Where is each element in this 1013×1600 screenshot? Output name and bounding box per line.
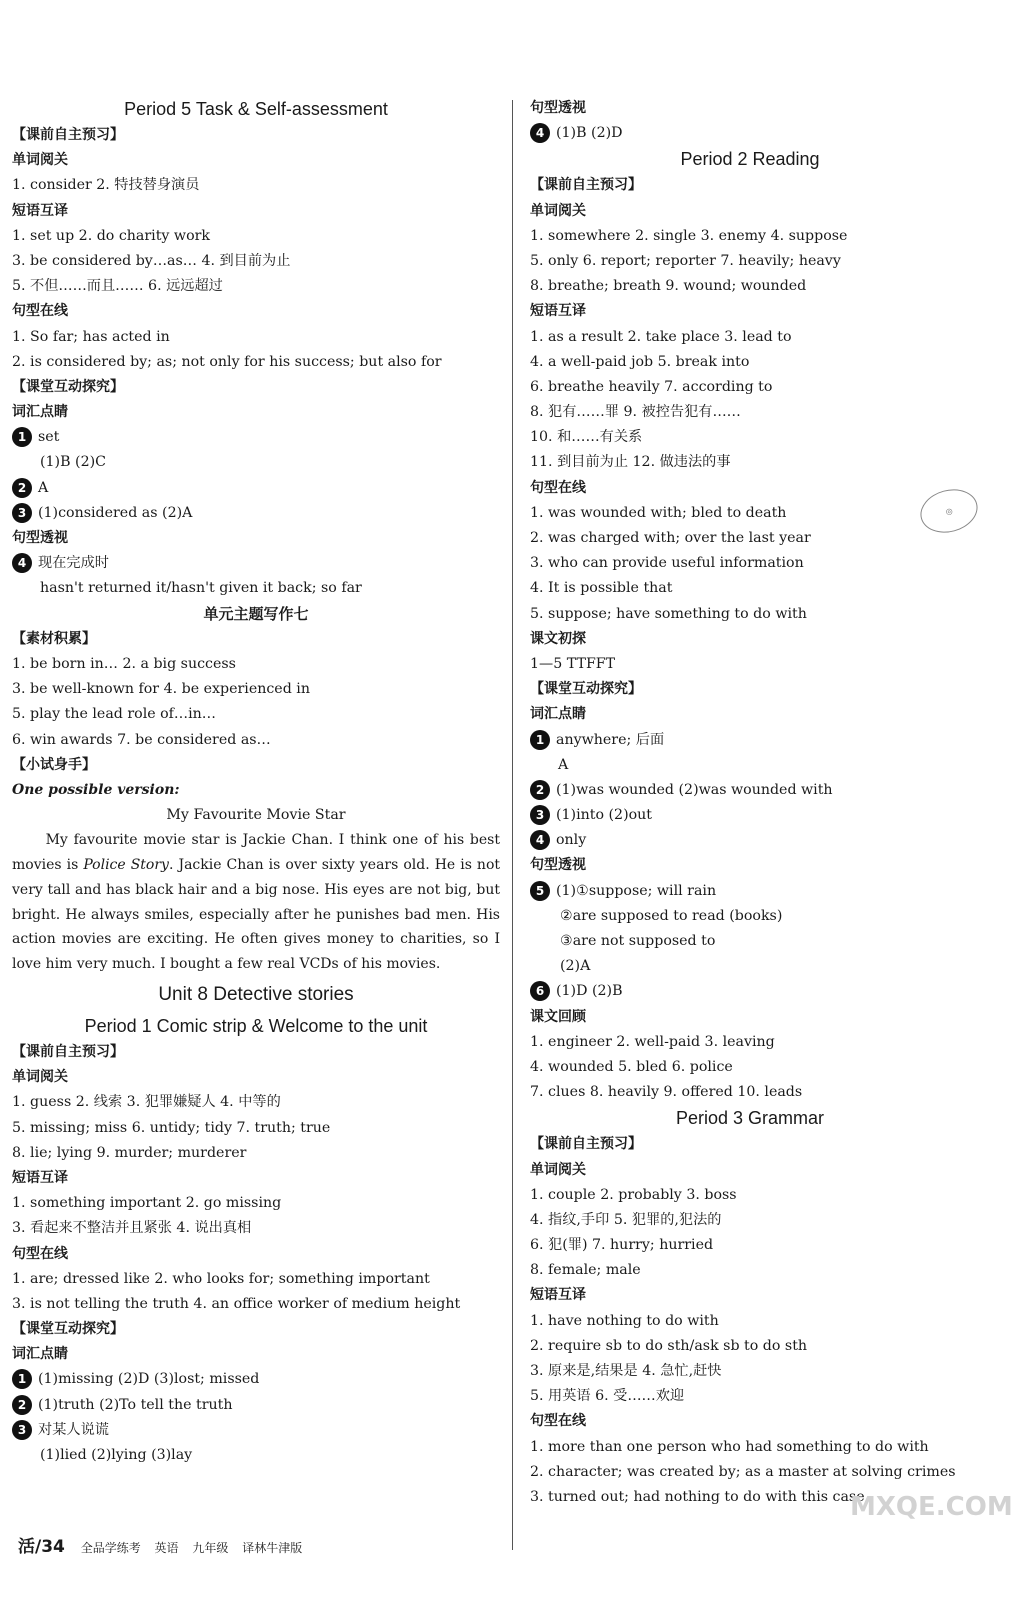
answer-line bbox=[12, 1418, 500, 1443]
subsection-title: 词汇点睛 bbox=[12, 404, 68, 421]
answer-line bbox=[530, 979, 970, 1004]
answer-line bbox=[12, 551, 500, 576]
answer-line: 3. 原来是,结果是 4. 急忙,赶快 bbox=[530, 1363, 722, 1379]
answer-text: only bbox=[556, 832, 587, 849]
answer-text: (1)D (2)B bbox=[556, 983, 623, 1000]
subsection-title: 句型透视 bbox=[530, 100, 586, 116]
answer-text: (1)①suppose; will rain bbox=[556, 882, 717, 899]
subsection-title: 单词阅关 bbox=[530, 1161, 586, 1178]
section-header: 【课前自主预习】 bbox=[530, 177, 642, 194]
answer-line bbox=[530, 803, 970, 828]
footer-grade: 九年级 bbox=[192, 1541, 229, 1555]
section-header: 【课堂互动探究】 bbox=[12, 378, 124, 395]
answer-line: 8. 犯有……罪 9. 被控告犯有…… bbox=[530, 404, 741, 421]
answer-line: 1. somewhere 2. single 3. enemy 4. suppose bbox=[530, 227, 848, 244]
answer-text: anywhere; 后面 bbox=[556, 731, 665, 748]
footer-series: 全品学练考 bbox=[80, 1541, 141, 1555]
section-header: 【小试身手】 bbox=[12, 756, 96, 773]
answer-line: 10. 和……有关系 bbox=[530, 429, 643, 446]
number-badge: 2 bbox=[12, 478, 32, 498]
answer-text: (1)into (2)out bbox=[556, 807, 653, 824]
answer-line: 4. a well-paid job 5. break into bbox=[530, 353, 750, 370]
essay-movie-title: Police Story bbox=[83, 857, 169, 874]
period-3-title: Period 3 Grammar bbox=[675, 1108, 825, 1129]
subsection-title: 句型在线 bbox=[530, 479, 586, 496]
subsection-title: 句型透视 bbox=[530, 857, 586, 874]
answer-line: 3. turned out; had nothing to do with this case bbox=[530, 1488, 865, 1505]
subsection-title: 短语互译 bbox=[530, 1287, 586, 1304]
right-column bbox=[530, 96, 970, 1510]
answer-line: 6. win awards 7. be considered as… bbox=[12, 731, 271, 748]
answer-line: 3. 看起来不整洁并且紧张 4. 说出真相 bbox=[12, 1220, 252, 1237]
number-badge: 4 bbox=[12, 553, 32, 573]
answer-line: 1. are; dressed like 2. who looks for; something important bbox=[12, 1270, 430, 1287]
number-badge: 2 bbox=[12, 1395, 32, 1415]
answer-line: A bbox=[558, 756, 569, 773]
answer-line: 1. as a result 2. take place 3. lead to bbox=[530, 328, 792, 345]
answer-line: 1. have nothing to do with bbox=[530, 1312, 719, 1329]
column-divider bbox=[512, 100, 513, 1550]
answer-text: (1)B (2)D bbox=[556, 125, 623, 142]
number-badge: 4 bbox=[530, 830, 550, 850]
subsection-title: 短语互译 bbox=[12, 1169, 68, 1186]
section-header: 【课前自主预习】 bbox=[530, 1136, 642, 1153]
subsection-title: 句型在线 bbox=[530, 1413, 586, 1430]
section-header: 【课前自主预习】 bbox=[12, 1044, 124, 1061]
answer-line bbox=[12, 501, 500, 526]
answer-line bbox=[12, 425, 500, 450]
answer-line bbox=[12, 1393, 500, 1418]
answer-line: 3. be well-known for 4. be experienced in bbox=[12, 681, 310, 698]
answer-text: (1)was wounded (2)was wounded with bbox=[556, 781, 833, 798]
subsection-title: 句型在线 bbox=[12, 1245, 68, 1262]
subsection-title: 课文回顾 bbox=[530, 1008, 586, 1025]
essay-text: My favourite movie star is Jackie Chan. I think one of his best movies is bbox=[12, 832, 500, 874]
answer-line: (1)lied (2)lying (3)lay bbox=[40, 1447, 193, 1464]
subsection-title: 句型透视 bbox=[12, 530, 68, 546]
answer-line: 1. set up 2. do charity work bbox=[12, 227, 210, 244]
answer-line: 6. 犯(罪) 7. hurry; hurried bbox=[530, 1237, 714, 1254]
answer-line: 8. female; male bbox=[530, 1262, 641, 1279]
answer-text: (1)missing (2)D (3)lost; missed bbox=[38, 1371, 260, 1388]
answer-line: 5. missing; miss 6. untidy; tidy 7. truth; true bbox=[12, 1119, 331, 1136]
answer-line: 5. suppose; have something to do with bbox=[530, 605, 807, 622]
number-badge: 3 bbox=[12, 1420, 32, 1440]
answer-line: 8. lie; lying 9. murder; murderer bbox=[12, 1144, 247, 1161]
essay-paragraph bbox=[12, 828, 500, 977]
answer-line: 2. require sb to do sth/ask sb to do sth bbox=[530, 1337, 808, 1354]
answer-line: 1. guess 2. 线索 3. 犯罪嫌疑人 4. 中等的 bbox=[12, 1094, 281, 1111]
answer-line: 5. 用英语 6. 受……欢迎 bbox=[530, 1388, 685, 1405]
answer-line: 5. play the lead role of…in… bbox=[12, 706, 216, 723]
stamp-icon: ◎ bbox=[916, 483, 983, 539]
answer-line bbox=[12, 1367, 500, 1392]
answer-line: 3. who can provide useful information bbox=[530, 555, 804, 572]
answer-line bbox=[530, 121, 970, 146]
answer-line: 6. breathe heavily 7. according to bbox=[530, 378, 773, 395]
watermark-logo: MXQE.COM bbox=[850, 1492, 1013, 1522]
answer-line: 2. character; was created by; as a master at solving crimes bbox=[530, 1463, 956, 1480]
answer-line: 2. is considered by; as; not only for his success; but also for bbox=[12, 353, 442, 370]
section-header: 【课堂互动探究】 bbox=[12, 1321, 124, 1338]
answer-line: 3. is not telling the truth 4. an office worker of medium height bbox=[12, 1295, 461, 1312]
number-badge: 1 bbox=[530, 730, 550, 750]
section-header: 【素材积累】 bbox=[12, 630, 96, 647]
answer-line: 2. was charged with; over the last year bbox=[530, 530, 811, 546]
essay-title: My Favourite Movie Star bbox=[166, 807, 346, 824]
subsection-title: 句型在线 bbox=[12, 303, 68, 320]
essay-text: . Jackie Chan is over sixty years old. He is not very tall and has black hair and a big nose. His eyes are not big, but bright. He always smiles, especially after he punishes bad men. His action movies are exciting. He often gives money to charities, so I love him very much. I bought a few real VCDs of his movies. bbox=[12, 857, 501, 973]
answer-line: 4. 指纹,手印 5. 犯罪的,犯法的 bbox=[530, 1211, 722, 1228]
subsection-title: 词汇点睛 bbox=[530, 706, 586, 723]
page-number: 活/34 bbox=[18, 1537, 65, 1557]
answer-text: 现在完成时 bbox=[38, 555, 109, 572]
number-badge: 1 bbox=[12, 427, 32, 447]
answer-line: 5. 不但……而且…… 6. 远远超过 bbox=[12, 278, 223, 295]
unit-writing-title: 单元主题写作七 bbox=[203, 604, 309, 623]
footer-subject: 英语 bbox=[154, 1541, 179, 1555]
answer-line bbox=[530, 728, 970, 753]
page-footer bbox=[18, 1532, 312, 1557]
answer-line bbox=[530, 778, 970, 803]
number-badge: 1 bbox=[12, 1369, 32, 1389]
answer-line: hasn't returned it/hasn't given it back; so far bbox=[40, 580, 362, 597]
answer-line: 1—5 TTFFT bbox=[530, 655, 616, 672]
answer-line: 3. be considered by…as… 4. 到目前为止 bbox=[12, 252, 291, 269]
number-badge: 3 bbox=[530, 805, 550, 825]
answer-line: 11. 到目前为止 12. 做违法的事 bbox=[530, 454, 731, 471]
answer-line: 8. breathe; breath 9. wound; wounded bbox=[530, 278, 807, 295]
answer-line: (2)A bbox=[560, 958, 591, 975]
number-badge: 4 bbox=[530, 123, 550, 143]
answer-line: 7. clues 8. heavily 9. offered 10. leads bbox=[530, 1084, 803, 1101]
left-column bbox=[12, 96, 500, 1468]
answer-line: ③are not supposed to bbox=[560, 933, 716, 949]
answer-line: 1. something important 2. go missing bbox=[12, 1195, 282, 1212]
answer-line: 5. only 6. report; reporter 7. heavily; heavy bbox=[530, 252, 841, 269]
section-header: 【课前自主预习】 bbox=[12, 127, 124, 143]
period-2-title: Period 2 Reading bbox=[680, 149, 820, 170]
answer-line: 1. couple 2. probably 3. boss bbox=[530, 1186, 737, 1203]
section-header: 【课堂互动探究】 bbox=[530, 681, 642, 698]
answer-line: 1. more than one person who had something to do with bbox=[530, 1438, 929, 1455]
answer-line: 4. wounded 5. bled 6. police bbox=[530, 1058, 733, 1075]
answer-text: (1)truth (2)To tell the truth bbox=[38, 1396, 233, 1413]
answer-line: 1. So far; has acted in bbox=[12, 328, 170, 345]
answer-line bbox=[12, 476, 500, 501]
number-badge: 3 bbox=[12, 503, 32, 523]
answer-text: 对某人说谎 bbox=[38, 1421, 109, 1438]
answer-line: (1)B (2)C bbox=[40, 454, 106, 471]
answer-line bbox=[530, 828, 970, 853]
subsection-title: 短语互译 bbox=[12, 202, 68, 219]
number-badge: 5 bbox=[530, 881, 550, 901]
subsection-title: 单词阅关 bbox=[530, 202, 586, 219]
footer-edition: 译林牛津版 bbox=[242, 1541, 303, 1555]
answer-text: A bbox=[38, 479, 49, 496]
number-badge: 2 bbox=[530, 780, 550, 800]
subsection-title: 单词阅关 bbox=[12, 152, 68, 169]
subsection-title: 短语互译 bbox=[530, 303, 586, 320]
answer-line: 4. It is possible that bbox=[530, 580, 673, 597]
answer-line: 1. engineer 2. well-paid 3. leaving bbox=[530, 1033, 775, 1050]
answer-line: ②are supposed to read (books) bbox=[560, 907, 783, 924]
subsection-title: 课文初探 bbox=[530, 630, 586, 647]
answer-line bbox=[530, 879, 970, 904]
answer-line: 1. was wounded with; bled to death bbox=[530, 504, 787, 521]
number-badge: 6 bbox=[530, 981, 550, 1001]
answer-line: 1. be born in… 2. a big success bbox=[12, 655, 236, 672]
period-5-title: Period 5 Task & Self-assessment bbox=[124, 99, 388, 119]
subsection-title: 词汇点睛 bbox=[12, 1346, 68, 1363]
answer-line: 1. consider 2. 特技替身演员 bbox=[12, 177, 200, 194]
answer-text: set bbox=[38, 429, 60, 446]
version-label: One possible version: bbox=[12, 781, 180, 798]
answer-text: (1)considered as (2)A bbox=[38, 504, 193, 521]
period-1-title: Period 1 Comic strip & Welcome to the unit bbox=[84, 1016, 428, 1037]
subsection-title: 单词阅关 bbox=[12, 1069, 68, 1086]
unit-8-title: Unit 8 Detective stories bbox=[158, 984, 354, 1006]
